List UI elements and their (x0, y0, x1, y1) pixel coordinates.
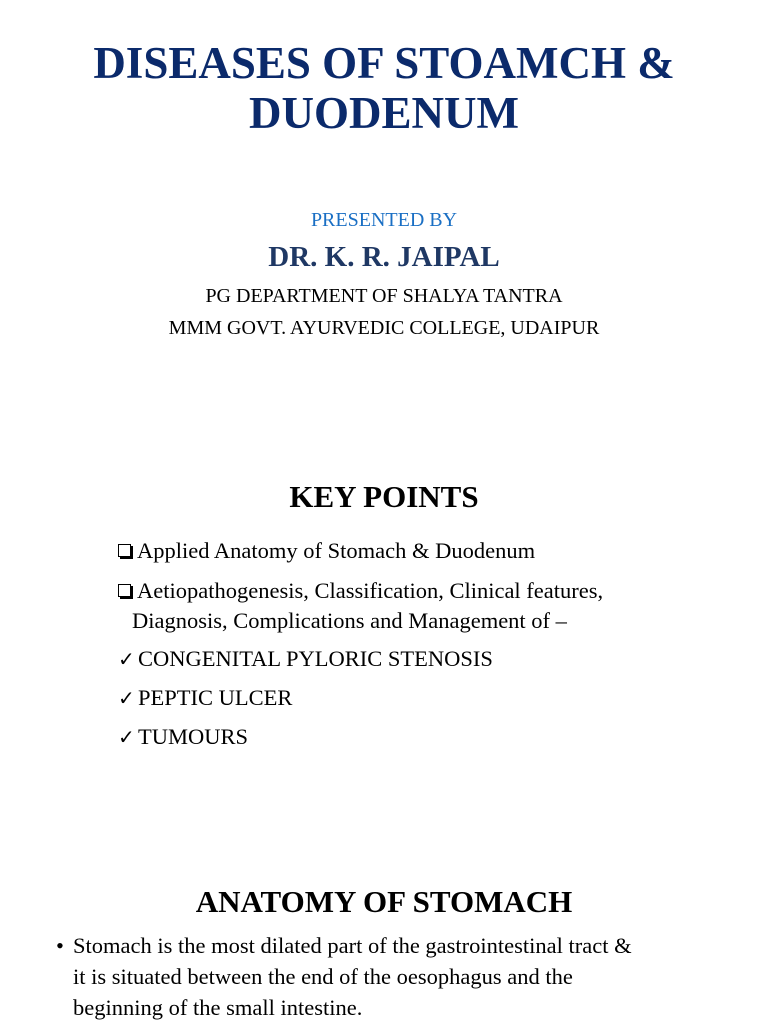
checkbox-icon (118, 584, 131, 597)
anatomy-text-line: beginning of the small intestine. (73, 995, 363, 1020)
presenter-name: DR. K. R. JAIPAL (268, 241, 500, 273)
college-name: MMM GOVT. AYURVEDIC COLLEGE, UDAIPUR (168, 317, 600, 339)
key-point-text-continued: Diagnosis, Complications and Management of – (132, 608, 567, 633)
key-points-slide (0, 460, 768, 790)
key-point-text: PEPTIC ULCER (138, 685, 293, 710)
key-point-text: CONGENITAL PYLORIC STENOSIS (138, 646, 493, 671)
key-point-item (118, 644, 718, 674)
checkmark-icon: ✓ (118, 649, 135, 671)
anatomy-slide (0, 860, 768, 1024)
bullet-icon: • (56, 933, 64, 958)
key-point-text: Aetiopathogenesis, Classification, Clinical features, (137, 578, 604, 603)
anatomy-text-line: it is situated between the end of the oesophagus and the (73, 964, 573, 989)
checkmark-icon: ✓ (118, 727, 135, 749)
title-line-2: DUODENUM (249, 88, 519, 138)
checkmark-icon: ✓ (118, 688, 135, 710)
checkbox-icon (118, 544, 131, 557)
key-point-item (118, 576, 718, 636)
presented-by-label: PRESENTED BY (310, 209, 458, 231)
key-point-text: Applied Anatomy of Stomach & Duodenum (137, 538, 536, 563)
title-slide (0, 0, 768, 390)
department-name: PG DEPARTMENT OF SHALYA TANTRA (205, 285, 563, 307)
anatomy-text-line: Stomach is the most dilated part of the gastrointestinal tract & (73, 933, 632, 958)
anatomy-heading: ANATOMY OF STOMACH (195, 884, 573, 919)
key-points-heading: KEY POINTS (289, 479, 479, 514)
presentation-title (0, 38, 768, 138)
key-point-item (118, 683, 718, 713)
key-point-item (118, 722, 718, 752)
key-point-item (118, 536, 718, 566)
title-line-1: DISEASES OF STOAMCH & (93, 38, 675, 88)
key-point-text: TUMOURS (138, 724, 249, 749)
anatomy-bullet (56, 930, 736, 1023)
